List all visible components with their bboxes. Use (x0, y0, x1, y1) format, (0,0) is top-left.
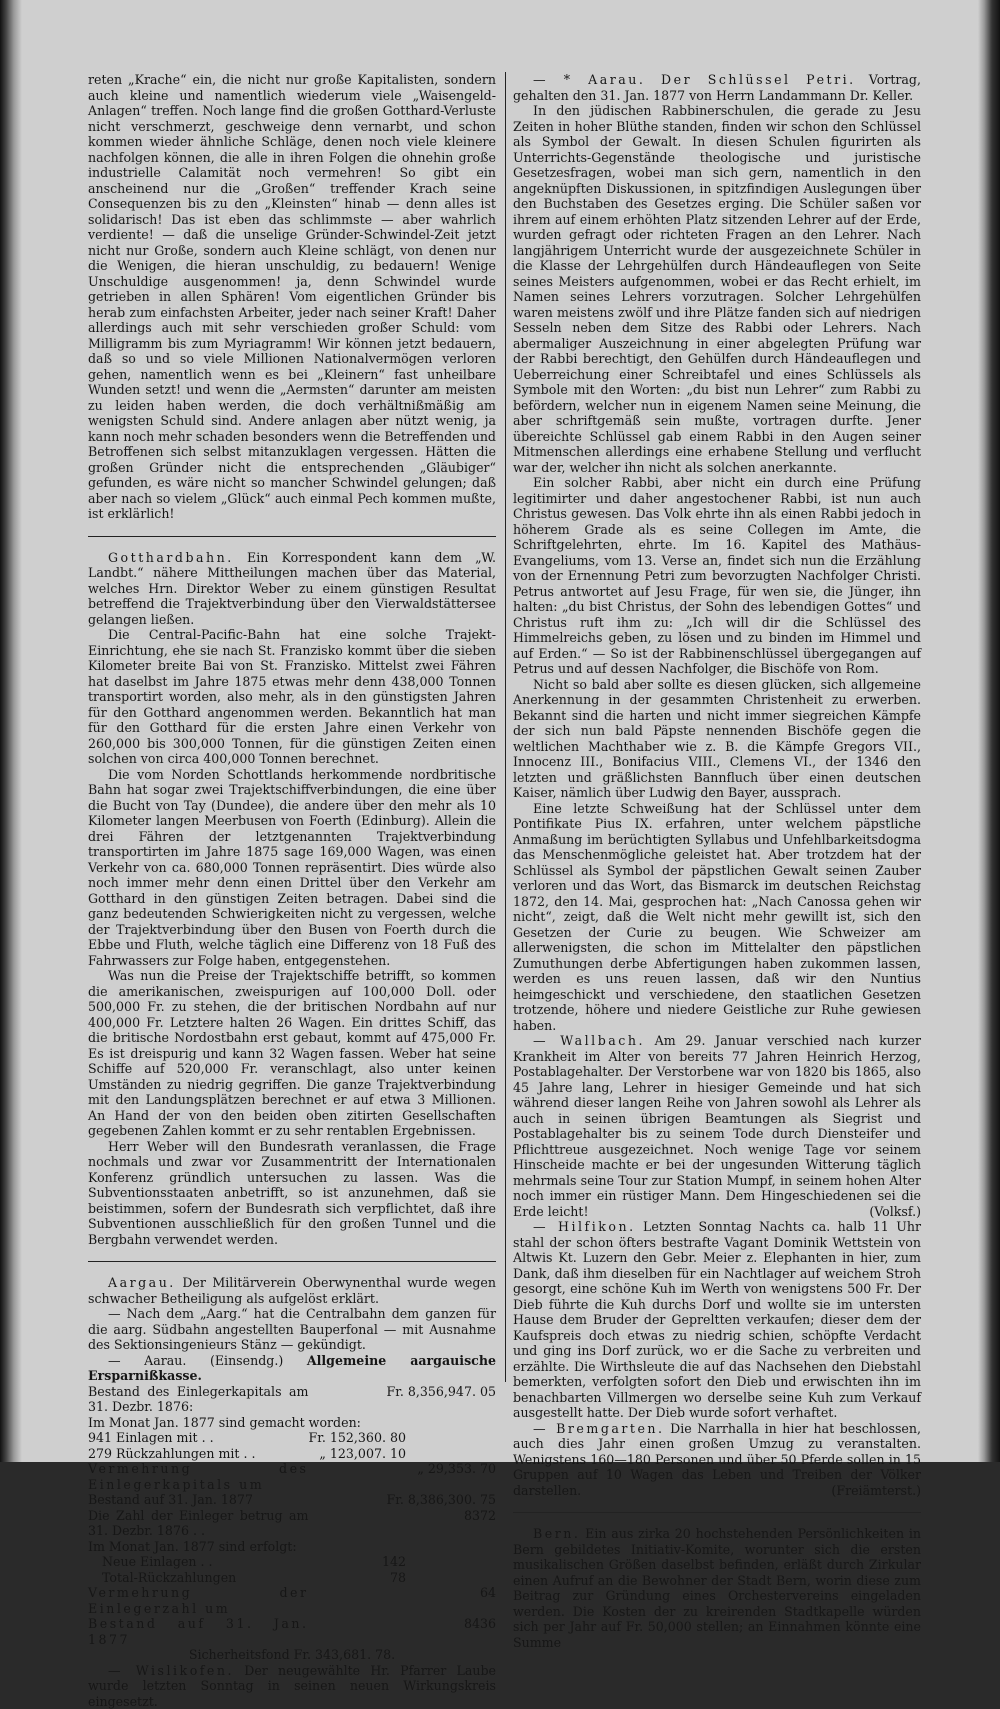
kasse-zahl-label: Die Zahl der Einleger betrug am 31. Dezbr. 1876 . . (88, 1508, 309, 1539)
kasse-rueckzahlungen-value: „ 123,007. 10 (309, 1446, 497, 1462)
bern-heading: Bern. (533, 1526, 580, 1541)
kasse-vermehrung-value: „ 29,353. 70 (309, 1461, 497, 1492)
gotthardbahn-p3: Die vom Norden Schottlands herkommende nordbritische Bahn hat sogar zwei Trajektschiffverbindungen, die eine über die Bucht von Tay (Dundee), die andere über den mehr als 10 Kilometer langen Meerbusen von Foerth (Edinburg). Allein die drei Fähren der letztgenannten Trajektverbindung transportirten im Jahre 1875 sage 169,000 Wagen, was einen Verkehr von ca. 680,000 Tonnen repräsentirt. Dies würde also noch immer mehr denn einen Drittel über den Verkehr am Gotthard in den günstigen Zeiten betragen. Dabei sind die ganz bedeutenden Schwierigkeiten nicht zu vergessen, welche der Trajektverbindung über den Busen von Foerth durch die Ebbe und Fluth, welche täglich eine Differenz von 18 Fuß des Fahrwassers zur Folge haben, entgegenstehen. (88, 767, 496, 969)
kasse-sicherheitsfond: Sicherheitsfond Fr. 343,681. 78. (88, 1647, 496, 1663)
aarau-p3: Ein solcher Rabbi, aber nicht ein durch eine Prüfung legitimirter und daher angestochener Rabbi, ist nun auch Christus gewesen. Das Volk ehrte ihn als einen Rabbi jedoch in höherem Grade als es seine Collegen im Amte, die Schriftgelehrten, ehrte. Im 16. Kapitel des Mathäus-Evangeliums, vom 13. Verse an, findet sich nun die Erzählung von der Ernennung Petri zum bevorzugten Nachfolger Christi. Petrus antwortet auf Jesu Frage, für wen sie, die Jünger, ihn halten: „du bist Christus, der Sohn des lebendigen Gottes“ und Christus ruft ihm zu: „Ich will dir die Schlüssel des Himmelreichs geben, zu lösen und zu binden im Himmel und auf Erden.“ — So ist der Rabbinenschlüssel übergegangen auf Petrus und auf dessen Nachfolger, die Bischöfe von Rom. (513, 475, 921, 677)
gotthardbahn-p4: Was nun die Preise der Trajektschiffe betrifft, so kommen die amerikanischen, zweispurigen auf 100,000 Doll. oder 500,000 Fr. zu stehen, die der britischen Nordbahn auf nur 400,000 Fr. Letztere halten 26 Wagen. Ein drittes Schiff, das die britische Nordostbahn erst gebaut, kommt auf 475,000 Fr. Es ist dreispurig und kann 32 Wagen fassen. Weber hat seine Schiffe auf 520,000 Fr. veranschlagt, also unter keinen Umständen zu niedrig gegriffen. Die ganze Trajektverbindung mit den Landungsplätzen berechnet er auf etwa 3 Millionen. An Hand der von den beiden oben zitirten Gesellschaften gegebenen Zahlen kommt er zu sehr rentablen Ergebnissen. (88, 968, 496, 1139)
article-bern (513, 1526, 921, 1650)
gotthardbahn-p2: Die Central-Pacific-Bahn hat eine solche Trajekt-Einrichtung, ehe sie nach St. Franzisko kommt über die sieben Kilometer breite Bai von St. Franzisko. Mittelst zwei Fähren hat daselbst im Jahre 1875 etwas mehr denn 438,000 Tonnen transportirt worden, also mehr, als in den günstigsten Jahren für den Gotthard angenommen werden. Bekanntlich hat man für den Gotthard für die ersten Jahre einen Verkehr von 260,000 bis 300,000 Tonnen, für die günstigen Zeiten einen solchen von circa 400,000 Tonnen berechnet. (88, 627, 496, 767)
kasse-zahl-value: 8372 (309, 1508, 497, 1539)
aarau-p4: Nicht so bald aber sollte es diesen glücken, sich allgemeine Anerkennung in der gesammten Christenheit zu erwerben. Bekannt sind die harten und nicht immer siegreichen Kämpfe der sich nun bald Päpste nennenden Bischöfe gegen die weltlichen Machthaber wie z. B. die Kämpfe Gregors VII., Innocenz III., Bonifacius VIII., Clemens VI., der 1346 den letzten und gräßlichsten Bannfluch über einen deutschen Kaiser, nämlich über Ludwig den Bayer, aussprach. (513, 677, 921, 801)
table-row (88, 1570, 496, 1586)
table-row (88, 1539, 496, 1555)
wallbach-source: (Volksf.) (849, 1204, 921, 1220)
section-rule (88, 536, 496, 537)
kasse-bestand2-label: Bestand auf 31. Jan. 1877 (88, 1492, 309, 1508)
article-wislikofen (88, 1663, 496, 1709)
ersparniskasse-intro: — Aarau. (Einsendg.) (108, 1353, 283, 1368)
article-gotthardbahn (88, 550, 496, 628)
kasse-monat2-label: Im Monat Jan. 1877 sind erfolgt: (88, 1539, 496, 1555)
ersparniskasse-heading (88, 1353, 496, 1384)
kasse-einlagen-label: 941 Einlagen mit . . (88, 1430, 309, 1446)
bremgarten-text: Die Narrhalla in hier hat beschlossen, auch dies Jahr einen großen Umzug zu veranstalten. Wenigstens 160—180 Personen und über 50 Pferde sollen in 15 Gruppen auf 10 Wagen das Leben und Treiben der Völker darstellen. (513, 1421, 921, 1498)
table-row (88, 1430, 496, 1446)
kasse-vermehrung-label: Vermehrung des Einlegerkapitals um (88, 1461, 309, 1492)
aarau-p5: Eine letzte Schweißung hat der Schlüssel unter dem Pontifikate Pius IX. erfahren, unter welchem päpstliche Anmaßung im berüchtigten Syllabus und Unfehlbarkeitsdogma das Menschenmögliche geleistet hat. Aber trotzdem hat der Schlüssel als Symbol der päpstlichen Gewalt seinen Zauber verloren und das Wort, das Bismarck im deutschen Reichstag 1872, den 14. Mai, gesprochen hat: „Nach Canossa gehen wir nicht“, zeigt, daß die Welt nicht mehr gewillt ist, sich den Gesetzen der Curie zu beugen. Wie Schweizer am allerwenigsten, die schon im Mittelalter den päpstlichen Zumuthungen derbe Abfertigungen haben zukommen lassen, werden es uns reuen lassen, daß wir den Nuntius heimgeschickt und verschiedene, den staatlichen Gesetzen trotzende, höhere und niedere Geistliche zur Ruhe gewiesen haben. (513, 801, 921, 1034)
column-divider (505, 72, 506, 1382)
bremgarten-heading: — Bremgarten. (533, 1421, 665, 1436)
article-aarau-schluessel (513, 72, 921, 103)
table-row (88, 1446, 496, 1462)
article-wallbach (513, 1033, 921, 1219)
kasse-bestand-label: Bestand des Einlegerkapitals am 31. Dezbr. 1876: (88, 1384, 309, 1415)
gotthardbahn-p1: Ein Korrespondent kann dem „W. Landbt.“ nähere Mittheilungen machen über das Material, welches Hrn. Direktor Weber zu einem günstigen Resultat betreffend die Trajektverbindung über den Vierwaldstättersee gelangen ließen. (88, 550, 496, 627)
section-rule (88, 1261, 496, 1262)
page-edge-right (978, 0, 1000, 1462)
kasse-monat-label: Im Monat Jan. 1877 sind gemacht worden: (88, 1415, 496, 1431)
kasse-total-label: Total-Rückzahlungen (88, 1570, 309, 1586)
aargau-heading: Aargau. (108, 1275, 176, 1290)
table-row (88, 1585, 496, 1616)
article-krach-paragraph: reten „Krache“ ein, die nicht nur große Kapitalisten, sondern auch kleine und namentlich wiederum viele „Waisengeld-Anlagen“ treffen. Noch lange find die großen Gotthard-Verluste nicht verschmerzt, geschweige denn vernarbt, und schon kommen wieder ähnliche Schläge, denen noch viele kleinere nachfolgen können, die alle in ihren Folgen die ohnehin große industrielle Calamität noch vermehren! So gibt ein anscheinend nur die „Großen“ treffender Krach seine Consequenzen bis zu den „Kleinsten“ hinab — denn alles ist solidarisch! Das ist eben das schlimmste — aber wahrlich verdiente! — daß die unselige Gründer-Schwindel-Zeit jetzt nicht nur Große, sondern auch Kleine schlägt, von denen nur die Wenigen, die hieran unschuldig, zu bedauern! Wenige Unschuldige ausgenommen! ja, denn Schwindel wurde getrieben in allen Sphären! Vom eigentlichen Gründer bis herab zum einfachsten Arbeiter, jeder nach seiner Kraft! Daher allerdings auch mit sehr verschieden großer Schuld: vom Milligramm bis zum Myriagramm! Wir können jetzt bedauern, daß so und so viele Millionen Nationalvermögen verloren gehen, namentlich wenn es bei „Kleinern“ fast unheilbare Wunden setzt! und wenn die „Aermsten“ darunter am meisten zu leiden haben werden, die doch verhältnißmäßig am wenigsten Schuld sind. Andere anlagen aber nützt wenig, ja kann noch mehr schaden besonders wenn die Betreffenden und Betroffenen sich selbst mitanzuklagen vergessen. Hätten die großen Gründer nicht die entsprechenden „Gläubiger“ gefunden, es wäre nicht so mancher Schwindel gelungen; daß aber nach so vielem „Glück“ auch einmal Pech kommen mußte, ist erklärlich! (88, 72, 496, 522)
right-column (513, 72, 921, 1392)
ersparniskasse-title: Allgemeine aargauische Ersparnißkasse. (88, 1353, 496, 1384)
aarau-p2: In den jüdischen Rabbinerschulen, die gerade zu Jesu Zeiten in hoher Blüthe standen, finden wir schon den Schlüssel als Symbol der Gewalt. In diesen Schulen figurirten als Unterrichts-Gegenstände theologische und juristische Gesetzesfragen, wobei man sich gern, namentlich in den angeknüpften Diskussionen, in spitzfindigen Auslegungen über den Buchstaben des Gesetzes erging. Die Schüler saßen vor ihrem auf einem erhöhten Platz sitzenden Lehrer auf der Erde, wurden gefragt oder richteten Fragen an den Lehrer. Nach langjährigem Unterricht wurde der ausgezeichnete Schüler in die Klasse der Lehrgehülfen durch Händeauflegen von Seite seines Meisters aufgenommen, wobei er das Recht erhielt, im Namen seines Lehrers vorzutragen. Solcher Lehrgehülfen waren meistens zwölf und ihre Plätze fanden sich auf niedrigen Sesseln neben dem Sitze des Rabbi oder Lehrers. Nach abermaliger Auszeichnung in einer abgelegten Prüfung war der Rabbi berechtigt, den Gehülfen durch Händeauflegen und Ueberreichung einer Schreibtafel und eines Schlüssels als Symbole mit den Worten: „du bist nun Lehrer“ zum Rabbi zu befördern, welcher nun in eigenem Namen seine Meinung, die aber schriftgemäß sein mußte, vortragen durfte. Jener übereichte Schlüssel gab einem Rabbi in den Augen seiner Mitmenschen allerdings eine erhabene Stellung und verflucht war der, welcher ihn nicht als solchen anerkannte. (513, 103, 921, 475)
kasse-vermehrungzahl-label: Vermehrung der Einlegerzahl um (88, 1585, 309, 1616)
gotthardbahn-p5: Herr Weber will den Bundesrath veranlassen, die Frage nochmals und zwar vor Zusammentritt der Internationalen Konferenz gründlich untersuchen zu lassen. Was die Subventionsstaaten anbetrifft, so ist anzunehmen, daß sie beistimmen, sofern der Bundesrath sich verpflichtet, daß ihre Subventionen ausschließlich für den großen Tunnel und die Bergbahn verwendet werden. (88, 1139, 496, 1248)
ersparniskasse-table (88, 1384, 496, 1648)
kasse-total-value: 78 (309, 1570, 497, 1586)
bern-text: Ein aus zirka 20 hochstehenden Persönlichkeiten in Bern gebildetes Initiativ-Komite, worunter sich die ersten musikalischen Größen daselbst befinden, erläßt durch Zirkular einen Aufruf an die Bewohner der Stadt Bern, worin diese zum Beitrag zur Gründung eines Orchestervereins eingeladen werden. Die Kosten der zu kreirenden Stadtkapelle würden sich per Jahr auf Fr. 50,000 stellen; an Einnahmen könnte eine Summe (513, 1526, 921, 1650)
article-hilfikon (513, 1219, 921, 1421)
aargau-p1: Der Militärverein Oberwynenthal wurde wegen schwacher Betheiligung als aufgelöst erklärt. (88, 1275, 496, 1306)
kasse-bestand3-label: Bestand auf 31. Jan. 1877 (88, 1616, 309, 1647)
aargau-p2: — Nach dem „Aarg.“ hat die Centralbahn dem ganzen für die aarg. Südbahn angestellten Bauperfonal — mit Ausnahme des Sektionsingenieurs Stänz — gekündigt. (88, 1306, 496, 1353)
wislikofen-text: Der neugewählte Hr. Pfarrer Laube wurde letzten Sonntag in seinen neuen Wirkungskreis eingesetzt. (88, 1663, 496, 1709)
wallbach-text: Am 29. Januar verschied nach kurzer Krankheit im Alter von bereits 77 Jahren Heinrich Herzog, Postablagehalter. Der Verstorbene war von 1820 bis 1865, also 45 Jahre lang, Lehrer in hiesiger Gemeinde und hat sich während dieser langen Reihe von Jahren sowohl als Lehrer als auch in seinen übrigen Beamtungen als Siegrist und Postablagehalter bis zu seinem Tode durch Diensteifer und Pflichttreue ausgezeichnet. Noch wenige Tage vor seinem Hinscheide machte er bei der ungesunden Witterung täglich mehrmals seine Tour zur Station Mumpf, in seinem hohen Alter noch immer ein rüstiger Mann. Dem Hingeschiedenen sei die Erde leicht! (513, 1033, 921, 1219)
gotthardbahn-heading: Gotthardbahn. (108, 550, 234, 565)
table-row (88, 1492, 496, 1508)
left-column (88, 72, 496, 1392)
page-edge-left (0, 0, 22, 1462)
table-row (88, 1616, 496, 1647)
aarau-p1: Vortrag, gehalten den 31. Jan. 1877 von Herrn Landammann Dr. Keller. (513, 72, 921, 103)
table-row (88, 1461, 496, 1492)
wislikofen-heading: — Wislikofen. (108, 1663, 234, 1678)
kasse-bestand2-value: Fr. 8,386,300. 75 (309, 1492, 497, 1508)
table-row (88, 1415, 496, 1431)
table-row (88, 1384, 496, 1415)
wallbach-heading: — Wallbach. (533, 1033, 645, 1048)
aarau-heading: — * Aarau. Der Schlüssel Petri. (533, 72, 856, 87)
kasse-einlagen-value: Fr. 152,360. 80 (309, 1430, 497, 1446)
kasse-neu-label: Neue Einlagen . . (88, 1554, 309, 1570)
table-row (88, 1554, 496, 1570)
kasse-rueckzahlungen-label: 279 Rückzahlungen mit . . (88, 1446, 309, 1462)
kasse-bestand3-value: 8436 (309, 1616, 497, 1647)
section-rule (513, 1512, 921, 1513)
kasse-bestand-value: Fr. 8,356,947. 05 (309, 1384, 497, 1415)
hilfikon-text: Letzten Sonntag Nachts ca. halb 11 Uhr stahl der schon öfters bestrafte Vagant Dominik Wettstein von Altwis Kt. Luzern den Gebr. Meier z. Elephanten in hier, zum Dank, daß ihm dieselben für ein Nachtlager auf weichem Stroh gesorgt, eine schöne Kuh im Werth von wenigstens 500 Fr. Der Dieb führte die Kuh durchs Dorf und wollte sie im untersten Hause dem Bruder der Gepreltten verkaufen; dieser dem der Kaufspreis doch etwas zu niedrig schien, schöpfte Verdacht und ging ins Dorf zurück, wo er die Sache zu verbreiten und erzählte. Die Wirthsleute die auf das Nachsehen den Diebstahl bemerkten, verfolgten sofort den Dieb und erwischten ihn im benachbarten Villmergen wo derselbe seine Kuh zum Verkauf ausgestellt hatte. Der Dieb wurde sofort verhaftet. (513, 1219, 921, 1420)
kasse-neu-value: 142 (309, 1554, 497, 1570)
article-bremgarten (513, 1421, 921, 1499)
bremgarten-source: (Freiämterst.) (811, 1483, 921, 1499)
table-row (88, 1508, 496, 1539)
hilfikon-heading: — Hilfikon. (533, 1219, 636, 1234)
article-aargau (88, 1275, 496, 1306)
kasse-vermehrungzahl-value: 64 (309, 1585, 497, 1616)
